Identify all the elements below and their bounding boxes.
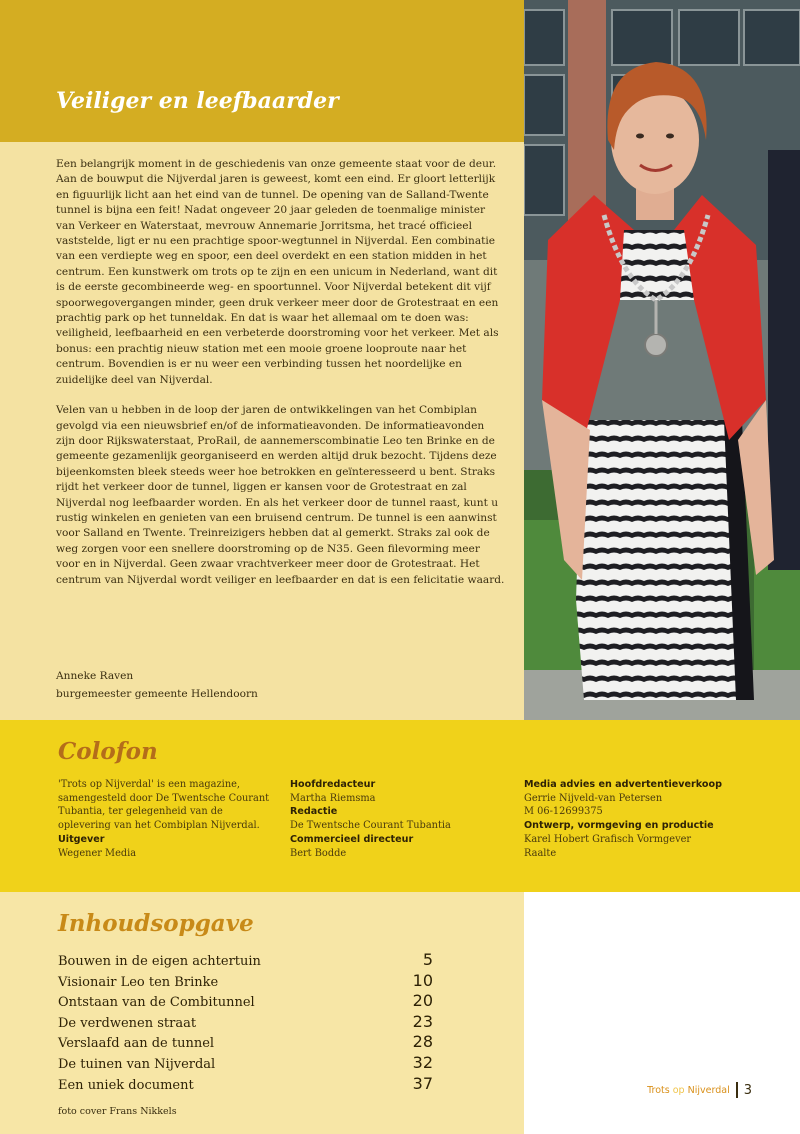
commercial-heading: Commercieel directeur <box>290 833 414 845</box>
commercial-value: Bert Bodde <box>290 847 347 859</box>
design-name: Karel Hobert Grafisch Vormgever <box>524 833 692 845</box>
colofon-intro: 'Trots op Nijverdal' is een magazine, samengesteld door De Twentsche Courant Tubantia, ter gelegenheid van de oplevering van het Combiplan Nijverdal. <box>58 779 270 832</box>
article-paragraph: Velen van u hebben in de loop der jaren de ontwikkelingen van het Combiplan gevolgd via een nieuwsbrief en/of de informatieavonden. De informatieavonden zijn door Rijkswaterstaat, ProRail, de aannemerscombinatie Leo ten Brinke en de gemeente gezamenlijk georganiseerd en werden altijd druk bezocht. Tijdens deze bijeenkomsten bleek steeds weer hoe betrokken en geïnteresseerd u bent. Straks rijdt het verkeer door de tunnel, liggen er kansen voor de Grotestraat en zal Nijverdal nog leefbaarder worden. En als het verkeer door de tunnel raast, kunt u rustig winkelen en genieten van een bruisend centrum. De tunnel is een aanwinst voor Salland en Twente. Treinreizigers hebben dat al gemerkt. Straks zal ook de weg zorgen voor een snellere doorstroming op de N35. Geen filevorming meer voor en in Nijverdal. Geen zwaar vrachtverkeer meer door de Grotestraat. Het centrum van Nijverdal wordt veiliger en leefbaarder en dat is een felicitatie waard. <box>56 404 505 586</box>
editorial-article <box>56 157 506 588</box>
toc-item-label: Een uniek document <box>58 1077 194 1093</box>
signature-block <box>56 667 258 703</box>
photo-credit: foto cover Frans Nikkels <box>58 1106 177 1117</box>
footer-brand <box>647 1085 730 1096</box>
editorial-heading: Redactie <box>290 806 338 818</box>
toc-item-page: 37 <box>412 1073 433 1093</box>
colofon-title: Colofon <box>58 738 158 765</box>
toc-item-page: 23 <box>412 1011 433 1031</box>
editorial-value: De Twentsche Courant Tubantia <box>290 820 451 832</box>
page-number: 3 <box>743 1082 752 1098</box>
colofon-column-3 <box>524 778 774 860</box>
toc-item-label: Visionair Leo ten Brinke <box>58 974 219 990</box>
toc-item-label: De verdwenen straat <box>58 1015 197 1031</box>
toc-item-label: Verslaafd aan de tunnel <box>58 1036 215 1052</box>
author-name: Anneke Raven <box>56 670 134 682</box>
media-heading: Media advies en advertentieverkoop <box>524 779 722 790</box>
footer-brand-word: op <box>672 1084 685 1096</box>
toc-item-page: 5 <box>422 950 433 969</box>
design-city: Raalte <box>524 847 557 859</box>
toc-item[interactable] <box>58 1074 433 1095</box>
media-phone: M 06-12699375 <box>524 806 603 818</box>
page-footer <box>647 1082 752 1098</box>
colofon-column-1 <box>58 778 278 860</box>
article-paragraph: Een belangrijk moment in de geschiedenis van onze gemeente staat voor de deur. Aan de bouwput die Nijverdal jaren is geweest, komt een eind. Er gloort letterlijk en figuurlijk licht aan het eind van de tunnel. De opening van de Salland-Twente tunnel is bijna een feit! Nadat ongeveer 20 jaar geleden de toenmalige minister van Verkeer en Waterstaat, mevrouw Annemarie Jorritsma, het tracé officieel vaststelde, ligt er nu een prachtige spoor-wegtunnel in Nijverdal. Een combinatie van een verdiepte weg en spoor, een deel overdekt en een station midden in het centrum. Een kunstwerk om trots op te zijn en een unicum in Nederland, want dit is de eerste gecombineerde weg- en spoortunnel. Voor Nijverdal betekent dit vijf spoorwegovergangen minder, geen druk verkeer meer door de Grotestraat en een prachtig park op het tunneldak. En dat is waar het allemaal om te doen was: veiligheid, leefbaarheid en een verbeterde doorstroming voor het verkeer. Met als bonus: een prachtig nieuw station met een mooie groene looproute naar het centrum. Bovendien is er nu weer een verbinding tussen het noordelijke en zuidelijke deel van Nijverdal. <box>56 158 499 386</box>
toc-item-label: De tuinen van Nijverdal <box>58 1056 216 1072</box>
toc-item[interactable] <box>58 991 433 1012</box>
editor-in-chief-heading: Hoofdredacteur <box>290 779 376 790</box>
toc-item[interactable] <box>58 1012 433 1033</box>
toc-item-label: Bouwen in de eigen achtertuin <box>58 954 261 969</box>
editor-in-chief-value: Martha Riemsma <box>290 792 376 804</box>
media-name: Gerrie Nijveld-van Petersen <box>524 792 663 804</box>
toc-title: Inhoudsopgave <box>58 910 254 937</box>
editorial-title: Veiliger en leefbaarder <box>56 88 339 114</box>
publisher-heading: Uitgever <box>58 833 105 845</box>
toc-item[interactable] <box>58 1032 433 1053</box>
header-band <box>0 0 524 142</box>
author-role: burgemeester gemeente Hellendoorn <box>56 688 258 700</box>
footer-brand-word: Trots <box>647 1084 670 1096</box>
toc-item-page: 10 <box>412 970 433 990</box>
publisher-value: Wegener Media <box>58 847 137 859</box>
design-heading: Ontwerp, vormgeving en productie <box>524 820 714 832</box>
table-of-contents <box>58 950 433 1094</box>
toc-item-page: 28 <box>412 1032 433 1052</box>
toc-item-page: 20 <box>412 991 433 1011</box>
toc-item-label: Ontstaan van de Combitunnel <box>58 995 255 1011</box>
toc-item-page: 32 <box>412 1052 433 1072</box>
toc-item[interactable] <box>58 971 433 992</box>
footer-brand-word: Nijverdal <box>687 1084 730 1096</box>
toc-item[interactable] <box>58 1053 433 1074</box>
toc-item[interactable] <box>58 950 433 971</box>
portrait-photo <box>524 0 800 720</box>
colofon-column-2 <box>290 778 500 860</box>
footer-divider <box>736 1082 738 1098</box>
portrait-illustration <box>524 0 800 720</box>
